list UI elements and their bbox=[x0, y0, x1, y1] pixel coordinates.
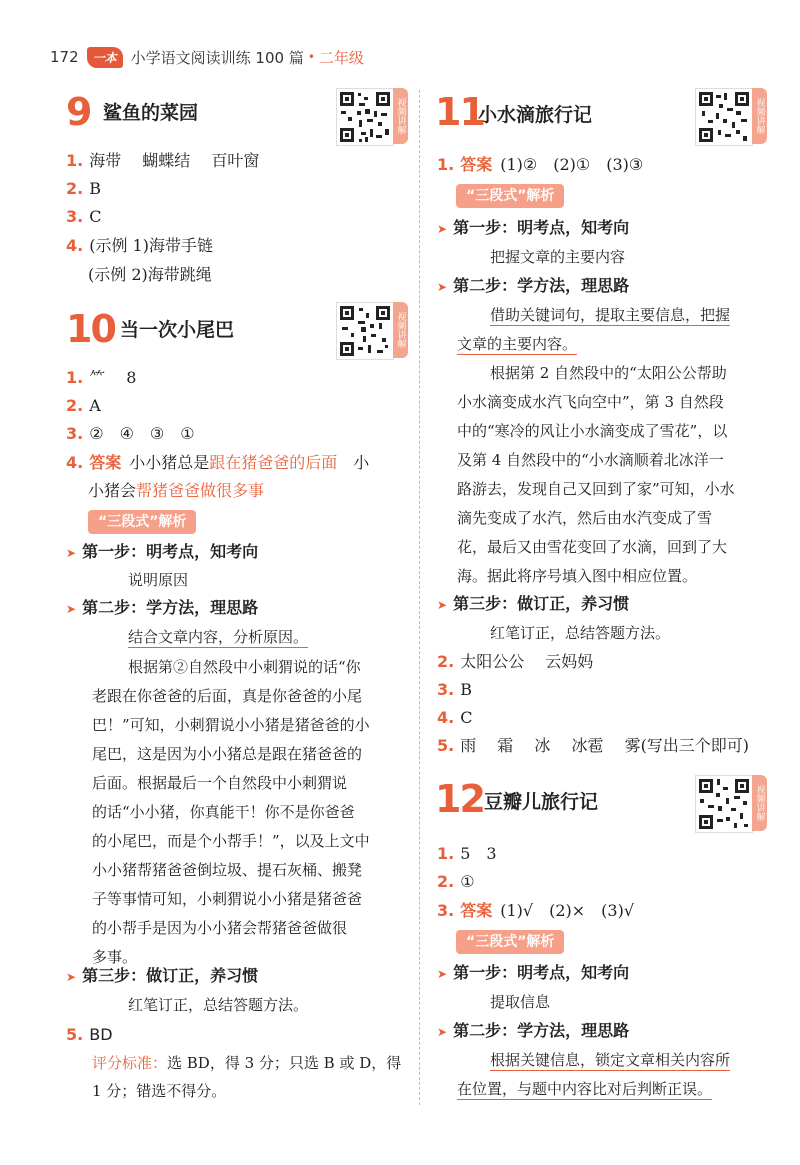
s10-answer-4-line2 bbox=[88, 476, 264, 505]
answer-tag: 答案 bbox=[89, 453, 122, 472]
score-label: 评分标准： bbox=[92, 1054, 168, 1072]
underlined-text: 借助关键词句，提取主要信息，把握 bbox=[490, 306, 731, 324]
q-number: 2. bbox=[66, 396, 84, 415]
column-divider bbox=[419, 90, 420, 1105]
s11-para-line: 及第 4 自然段中的“小水滴顺着北冰洋一 bbox=[457, 451, 724, 469]
answer-text: 小猪会 bbox=[88, 481, 137, 500]
s11-para-line: 小水滴变成水汽飞向空中”，第 3 自然段 bbox=[457, 393, 724, 411]
answer-text: BD bbox=[89, 1025, 113, 1044]
step-title: 第三步：做订正，养习惯 bbox=[453, 594, 630, 613]
q-number: 1. bbox=[66, 151, 84, 170]
step-title: 第一步：明考点，知考向 bbox=[453, 218, 630, 237]
arrow-icon: ➤ bbox=[437, 222, 448, 236]
q-number: 4. bbox=[66, 236, 84, 255]
s10-step-2-text bbox=[128, 623, 308, 652]
s11-step-1 bbox=[437, 214, 629, 243]
q-number: 3. bbox=[437, 901, 455, 920]
s11-para-line: 中的“寒冷的风让小水滴变成了雪花”，以 bbox=[457, 422, 728, 440]
step-title: 第二步：学方法，理思路 bbox=[82, 598, 259, 617]
s10-step-2 bbox=[66, 594, 258, 623]
arrow-icon: ➤ bbox=[437, 1025, 448, 1039]
video-tag-10[interactable]: 视频讲解 bbox=[393, 302, 408, 358]
s12-step-2 bbox=[437, 1017, 629, 1046]
s11-step-2 bbox=[437, 272, 629, 301]
answer-text: 雨 霜 冰 冰雹 雾(写出三个即可) bbox=[460, 736, 750, 755]
s11-answer-1 bbox=[437, 150, 643, 179]
s11-answer-3 bbox=[437, 675, 472, 704]
s11-step-2-text-2 bbox=[457, 330, 577, 359]
s12-answer-2 bbox=[437, 867, 475, 896]
answer-text: (1)② (2)① (3)③ bbox=[500, 155, 644, 174]
section-9-title: 鲨鱼的菜园 bbox=[103, 102, 199, 124]
s9-answer-3 bbox=[66, 202, 101, 231]
s11-step-1-text: 把握文章的主要内容 bbox=[490, 248, 626, 266]
page-header bbox=[50, 44, 364, 70]
s9-answer-4b: (示例 2)海带跳绳 bbox=[88, 265, 212, 284]
answer-text: 太阳公公 云妈妈 bbox=[460, 652, 594, 671]
analysis-badge: “三段式”解析 bbox=[88, 510, 196, 534]
s11-answer-2 bbox=[437, 647, 593, 676]
s9-answer-4 bbox=[66, 231, 213, 260]
q-number: 2. bbox=[66, 179, 84, 198]
qr-icon bbox=[696, 776, 752, 832]
s11-answer-5 bbox=[437, 731, 749, 760]
section-11-title: 小水滴旅行记 bbox=[478, 104, 593, 126]
s10-para-line: 后面。根据最后一个自然段中小刺猬说 bbox=[92, 774, 348, 792]
answer-text: B bbox=[460, 680, 472, 699]
answer-text: C bbox=[89, 207, 102, 226]
qr-code-10[interactable] bbox=[336, 302, 394, 360]
s10-para-line: 小小猪帮猪爸爸倒垃圾、提石灰桶、搬凳 bbox=[92, 861, 363, 879]
s10-answer-5 bbox=[66, 1020, 113, 1049]
s10-step-3 bbox=[66, 962, 258, 991]
underlined-text: 根据关键信息，锁定文章相关内容所 bbox=[490, 1051, 731, 1069]
underlined-text: 文章的主要内容。 bbox=[457, 335, 578, 353]
arrow-icon: ➤ bbox=[66, 546, 77, 560]
answer-text: A bbox=[89, 396, 101, 415]
s12-step-1-text: 提取信息 bbox=[490, 993, 551, 1011]
s10-para-line: 子等事情可知，小刺猬说小小猪是猪爸爸 bbox=[92, 890, 363, 908]
answer-tag: 答案 bbox=[460, 901, 493, 920]
s11-para-line: 海。据此将序号填入图中相应位置。 bbox=[457, 567, 698, 585]
s11-step-3 bbox=[437, 590, 629, 619]
q-number: 1. bbox=[437, 844, 455, 863]
video-tag-12[interactable]: 视频讲解 bbox=[752, 775, 767, 831]
s10-step-1-text: 说明原因 bbox=[128, 571, 189, 589]
s10-step-3-text: 红笔订正，总结答题方法。 bbox=[128, 996, 309, 1014]
q-number: 2. bbox=[437, 652, 455, 671]
q-number: 1. bbox=[437, 155, 455, 174]
answer-text: 小小猪总是 bbox=[129, 453, 210, 472]
step-title: 第一步：明考点，知考向 bbox=[453, 963, 630, 982]
s10-para-line: 根据第②自然段中小刺猬说的话“你 bbox=[128, 658, 361, 676]
answer-text: C bbox=[460, 708, 473, 727]
arrow-icon: ➤ bbox=[437, 967, 448, 981]
s10-score-line-1 bbox=[92, 1049, 401, 1078]
q-number: 5. bbox=[437, 736, 455, 755]
answer-text: ② ④ ③ ① bbox=[89, 424, 195, 443]
s10-answer-3 bbox=[66, 419, 195, 448]
s10-para-line: 的小尾巴，而是个小帮手！”，以及上文中 bbox=[92, 832, 370, 850]
s10-answer-4 bbox=[66, 448, 369, 477]
s10-para-line: 的话“小小猪，你真能干！你不是你爸爸 bbox=[92, 803, 355, 821]
s9-answer-1 bbox=[66, 146, 259, 175]
section-9-number: 9 bbox=[66, 90, 91, 134]
answer-tag: 答案 bbox=[460, 155, 493, 174]
analysis-badge: “三段式”解析 bbox=[456, 930, 564, 954]
page-number: 172 bbox=[50, 48, 79, 66]
s12-step-2-text-1 bbox=[490, 1046, 730, 1075]
qr-code-11[interactable] bbox=[695, 88, 753, 146]
underlined-text: 结合文章内容，分析原因。 bbox=[128, 628, 309, 646]
s10-para-line: 的小帮手是因为小小猪会帮猪爸爸做很 bbox=[92, 919, 348, 937]
qr-icon bbox=[337, 303, 393, 359]
section-12-number: 12 bbox=[435, 777, 484, 821]
s10-para-line: 多事。 bbox=[92, 948, 138, 966]
q-number: 2. bbox=[437, 872, 455, 891]
s11-step-2-text-1 bbox=[490, 301, 730, 330]
answer-text: 5 3 bbox=[460, 844, 497, 863]
grade-label: 二年级 bbox=[318, 48, 364, 67]
answer-text: 海带 蝴蝶结 百叶窗 bbox=[89, 151, 260, 170]
s11-para-line: 花，最后又由雪花变回了水滴，回到了大 bbox=[457, 538, 728, 556]
underlined-text: 在位置，与题中内容比对后判断正误。 bbox=[457, 1080, 713, 1098]
answer-text: ① bbox=[460, 872, 475, 891]
s10-step-1 bbox=[66, 538, 258, 567]
qr-icon bbox=[337, 89, 393, 145]
s10-score-line-2: 1 分；错选不得分。 bbox=[92, 1082, 227, 1100]
q-number: 5. bbox=[66, 1025, 84, 1044]
separator-dot: • bbox=[307, 50, 315, 64]
analysis-badge: “三段式”解析 bbox=[456, 184, 564, 208]
s12-step-1 bbox=[437, 959, 629, 988]
step-title: 第三步：做订正，养习惯 bbox=[82, 966, 259, 985]
section-11-number: 11 bbox=[435, 90, 484, 134]
s10-answer-1 bbox=[66, 363, 137, 392]
score-text: 选 BD，得 3 分；只选 B 或 D，得 bbox=[167, 1054, 402, 1072]
qr-code-12[interactable] bbox=[695, 775, 753, 833]
s10-para-line: 尾巴，这是因为小小猪总是跟在猪爸爸的 bbox=[92, 745, 363, 763]
answer-text: B bbox=[89, 179, 101, 198]
book-title: 小学语文阅读训练 100 篇 bbox=[130, 48, 304, 67]
answer-text: (1)√ (2)× (3)√ bbox=[500, 901, 635, 920]
s10-para-line: 老跟在你爸爸的后面，真是你爸爸的小尾 bbox=[92, 687, 363, 705]
step-title: 第二步：学方法，理思路 bbox=[453, 276, 630, 295]
q-number: 4. bbox=[437, 708, 455, 727]
answer-text: (示例 1)海带手链 bbox=[89, 236, 213, 255]
q-number: 3. bbox=[437, 680, 455, 699]
step-title: 第一步：明考点，知考向 bbox=[82, 542, 259, 561]
arrow-icon: ➤ bbox=[437, 280, 448, 294]
s12-step-2-text-2 bbox=[457, 1075, 712, 1104]
s12-answer-3 bbox=[437, 896, 634, 925]
brand-logo: 一本 bbox=[87, 47, 123, 68]
step-title: 第二步：学方法，理思路 bbox=[453, 1021, 630, 1040]
section-12-title: 豆瓣儿旅行记 bbox=[484, 791, 599, 813]
q-number: 1. bbox=[66, 368, 84, 387]
s9-answer-2 bbox=[66, 174, 101, 203]
section-10-number: 10 bbox=[66, 307, 115, 351]
s10-answer-2 bbox=[66, 391, 101, 420]
q-number: 4. bbox=[66, 453, 84, 472]
s12-answer-1 bbox=[437, 839, 497, 868]
qr-icon bbox=[696, 89, 752, 145]
answer-highlight: 帮猪爸爸做很多事 bbox=[136, 481, 265, 500]
q-number: 3. bbox=[66, 207, 84, 226]
s11-step-3-text: 红笔订正，总结答题方法。 bbox=[490, 624, 671, 642]
s11-para-line: 滴先变成了水汽，然后由水汽变成了雪 bbox=[457, 509, 713, 527]
answer-text: 小 bbox=[337, 453, 370, 472]
qr-code-9[interactable] bbox=[336, 88, 394, 146]
video-tag-11[interactable]: 视频讲解 bbox=[752, 88, 767, 144]
arrow-icon: ➤ bbox=[66, 970, 77, 984]
s11-para-line: 根据第 2 自然段中的“太阳公公帮助 bbox=[490, 364, 727, 382]
section-10-title: 当一次小尾巴 bbox=[120, 319, 235, 341]
answer-text: ⺮ 8 bbox=[89, 368, 137, 387]
s10-para-line: 巴！”可知，小刺猬说小小猪是猪爸爸的小 bbox=[92, 716, 370, 734]
q-number: 3. bbox=[66, 424, 84, 443]
answer-highlight: 跟在猪爸爸的后面 bbox=[209, 453, 338, 472]
arrow-icon: ➤ bbox=[66, 602, 77, 616]
video-tag-9[interactable]: 视频讲解 bbox=[393, 88, 408, 144]
s11-para-line: 路游去，发现自己又回到了家”可知，小水 bbox=[457, 480, 735, 498]
s11-answer-4 bbox=[437, 703, 472, 732]
arrow-icon: ➤ bbox=[437, 598, 448, 612]
